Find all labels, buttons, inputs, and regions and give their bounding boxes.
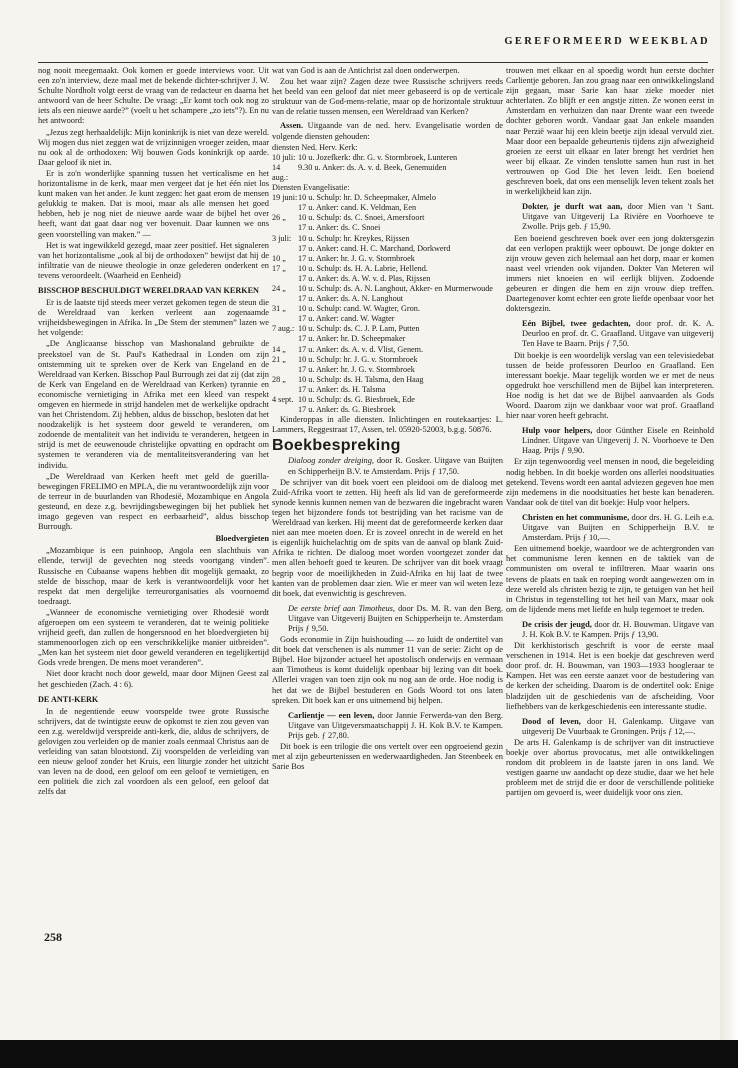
review-text: Gods economie in Zijn huishouding — zo luidt de ondertitel van dit boek dat verschenen is als nummer 11 van de serie: Zicht op de Bijbel. Hoe bijzonder actueel het apostolisch onderwijs en vermaan aan Timotheus is komt duidelijk openbaar bij lezing van dit boek. Allerlei vragen van toen zijn ook nu nog aan de orde. Hoe nodig is het dat we de Bijbel bestuderen en Gods Woord tot ons laten spreken. Dit boek kan er ons uitnemend bij helpen. [272,635,503,705]
schedule-entry: 17 u. Anker: ds. C. Snoei [298,223,381,233]
schedule-date: 10 juli: [272,152,296,162]
review-title: Eén Bijbel, twee gedachten, [522,319,631,329]
schedule-date [272,365,298,375]
schedule-date [272,274,298,284]
schedule-date: 17 „ [272,263,286,273]
review-text: Dit kerkhistorisch geschrift is voor de eerste maal verschenen in 1914. Het is een boekje dat geschreven werd door prof. dr. H. Bouwman, van 1903—1933 hoogleraar te Kampen. Het was een eerste aanzet voor de bestudering van de kerken der scheiding. Daarom is de ondertitel ook: Enige bladzijden uit de geschiedenis van de afscheiding. Voor liefhebbers van de kerkgeschiedenis een interessante studie. [506,641,714,711]
review-meta: door H. Galenkamp. Uitgave van uitgeverij De Vuurbaak te Groningen. Prijs ƒ 12,—. [522,716,714,736]
paragraph: „Jezus zegt herhaaldelijk: Mijn koninkrijk is niet van deze wereld. Wij mogen dus niet zeggen wat de vrijzinnigen vroeger zeiden, maar nu ook al de orthodoxen: Wij bouwen Gods koninkrijk op aarde. Daar geloof ik niet in. [38,127,269,167]
review-text: De schrijver van dit boek voert een pleidooi om de dialoog met Zuid-Afrika voort te zetten. Hij heeft als lid van de gereformeerde synode kennis kunnen nemen van de bezwaren die ingebracht waren tegen het bijzondere fonds tot bestrijding van het racisme van de Wereldraad van kerken. Hij meent dat de gereformeerde kerken daar niet aan mee moeten doen. Er is zoveel onrecht in de wereld en het is eigenlijk huichelachtig om de spits van de aanval op blank Zuid-Afrika te richten. De dialoog moet worden voortgezet zonder dat men allen behoeft goed te keuren. De schrijver van dit boek vraagt begrip voor de moeilijkheden in Zuid-Afrika en hij laat de twee kanten van de problemen daar zien. Wie er meer van wil weten leze dit boek, dat evenwichtig is geschreven. [272,477,503,598]
schedule-entry: 10 u. Schulp: hr. Kreykes, Rijssen [298,233,410,243]
review-citation [522,717,714,737]
section-heading: BISSCHOP BESCHULDIGT WERELDRAAD VAN KERKEN [38,285,259,295]
paragraph: Niet door kracht noch door geweld, maar door Mijnen Geest zal het geschieden (Zach. 4 : 6). [38,669,269,689]
schedule-entry: 17 u. Anker: ds. H. Talsma [298,384,386,394]
schedule-row [272,244,503,254]
schedule-row [272,355,503,365]
review-meta: door drs. H. G. Leih e.a. Uitgave van Buijten en Schipperheijn B.V. te Amsterdam. Prijs ƒ 10,—. [522,512,714,543]
schedule-row [272,153,503,163]
review-citation [522,426,714,456]
schedule-entry: 10 u. Schulp: ds. H. A. Labrie, Hellend. [298,263,428,273]
schedule-row [272,405,503,415]
page-number: 258 [44,930,62,944]
schedule-date: 7 aug.: [272,324,295,334]
schedule-heading: Diensten Evangelisatie: [272,183,350,193]
schedule-row [272,274,503,284]
schedule-date: 14 „ [272,344,286,354]
review-title: Hulp voor helpers, [522,426,593,436]
review-title: Dokter, je durft wat aan, [522,202,623,212]
paragraph: Zou het waar zijn? Zagen deze twee Russische schrijvers reeds het beeld van een geloof dat niet meer gebaseerd is op de verticale struktuur van de God-mens-relatie, maar op de horizontale struktuur van de relatie tussen mensen, een Wereldraad van Kerken? [272,77,503,117]
schedule-date: 28 „ [272,374,286,384]
schedule-entry: 10 u. Schulp: ds. G. Biesbroek, Ede [298,395,415,404]
schedule-date [272,294,298,304]
schedule-row [272,203,503,213]
source-credit: (Waarheid en Eenheid) [103,270,181,280]
review-meta: door prof. dr. K. A. Deurloo en prof. dr. C. Graafland. Uitgave van uitgeverij Ten Have te Baarn. Prijs ƒ 7,50. [522,319,714,349]
review-text: Dit boekje is een woordelijk verslag van een televisiedebat tussen de beide professoren Deurloo en Graafland. Een interessant boekje. Maar tegelijk worden we er met de neus opgedrukt hoe verschillend men de Bijbel kan interpreteren. Hoe nodig is het dat we de Bijbel aanvaarden als Gods Woord. Daarom zijn we dankbaar voor wat prof. Graafland hier naar voren heeft gebracht. [506,350,714,421]
schedule-date [272,385,298,395]
review-text: De arts H. Galenkamp is de schrijver van dit instructieve boekje over abortus provocatus, met alle ontwikkelingen rondom dit probleem in de laatste jaren in ons land. We vestigen gaarne uw aandacht op deze studie, daar we het hele probleem met de strijd die er door de verschillende politieke partijen om gevoerd is, weer duidelijk voor ons zien. [506,737,714,798]
schedule-entry: 10 u. Schulp: ds. C. J. P. Lam, Putten [298,324,420,334]
schedule-row [272,345,503,355]
review-title: Carlientje — een leven, [288,710,375,720]
schedule-row [272,395,503,405]
paragraph-text: Uitgaande van de ned. herv. Evangelisatie worden de volgende diensten gehouden: [272,121,503,141]
review-meta: door Ds. M. R. van den Berg. Uitgave van Uitgeverij Buijten en Schipperheijn te. Amsterdam Prijs ƒ 9,50. [288,603,503,633]
schedule-entry: 10 u. Schulp: cand. W. Wagter, Gron. [298,304,420,314]
paragraph: trouwen met elkaar en al spoedig wordt hun eerste dochter Carlientje geboren. Jan zou graag naar een ontwikkelingsland zijn gegaan, maar Sarie kan haar zieke moeder niet achterlaten. Zo blijft er een angstje zitten. Ze wonen eerst in Amsterdam en verhuizen dan naar Drente waar een tweede dochter geboren wordt. Vandaar gaat Jan enkele maanden naar Perzië waar hij een klein beetje zijn ideaal vervuld ziet. Maar door een bepaalde gebeurtenis tijdens zijn afwezigheid groeien ze eerst uit elkaar en later brengt het verdriet hen weer bij elkaar. Ze vinden tenslotte samen hun rust in het vertrouwen op God Die het leven leidt. Een boeiend geschreven boek, dat ons een menselijk leven tekent zoals het in werkelijkheid kan zijn. [506,66,714,197]
schedule-row [272,213,503,223]
schedule-date: 4 sept. [272,395,294,404]
schedule-date: 10 „ [272,253,286,263]
review-title: Dood of leven, [522,716,581,726]
schedule-row [272,334,503,344]
review-title: Christen en het communisme, [522,512,630,522]
schedule-entry: 9.30 u. Anker: ds. A. v. d. Beek, Genemuiden [298,162,447,172]
schedule-date: 14 aug.: [272,162,289,182]
column-3 [506,66,714,799]
schedule-date: 21 „ [272,354,286,364]
review-citation [288,604,503,634]
column-1 [38,66,269,799]
schedule-entry: 10 u. Schulp: ds. C. Snoei, Amersfoort [298,213,425,223]
review-citation [522,319,714,349]
schedule-date [272,314,298,324]
schedule-row [272,163,503,183]
schedule-entry: 10 u. Schulp: ds. H. Talsma, den Haag [298,374,424,384]
schedule-entry: 17 u. Anker: hr. J. G. v. Stormbroek [298,253,415,263]
schedule-row [272,234,503,244]
scan-edge-bottom [0,1040,738,1068]
schedule-date [272,223,298,233]
schedule-date: 3 juli: [272,233,292,243]
schedule-row [272,365,503,375]
review-text: Er zijn tegenwoordig veel mensen in nood, die begeleiding nodig hebben. In dit boekje worden ons allerlei noodsituaties getekend. Tevens wordt een aantal adviezen gegeven hoe men zijn medemens in die noodsituaties het beste kan benaderen. Vandaar ook de titel van dit boekje: Hulp voor helpers. [506,457,714,507]
review-meta: door Mien van 't Sant. Uitgave van Uitgeverij La Rivière en Voorhoeve te Zwolle. Prijs geb. ƒ 15,90. [522,202,714,232]
schedule-entry: 10 u. Schulp: ds. A. N. Langhout, Akker- en Murmerwoude [298,283,493,293]
page-header: GEREFORMEERD WEEKBLAD [504,36,710,47]
schedule-entry: 10 u. Schulp: hr. D. Scheepmaker, Almelo [298,193,436,203]
review-meta: door Günther Eisele en Reinhold Lindner. Uitgave van Uitgeverij J. N. Voorhoeve te Den Haag. Prijs ƒ 9,90. [522,426,714,456]
paragraph: „Mozambique is een puinhoop, Angola een slachthuis van ellende, terwijl de gevechten nog steeds voortgang vinden”. Russische en Cubaanse wapens hebben dit mogelijk gemaakt, zo stelde de bisschop, maar de kerk is verantwoordelijk voor het respekt dat men dergelijke terreurorganisaties als voornoemd toedraagt. [38,546,269,606]
paragraph: wat van God is aan de Antichrist zal doen onderwerpen. [272,66,460,75]
schedule-entry: 17 u. Anker: ds. A. v. d. Vlist, Genem. [298,344,424,354]
paragraph: Er is zo'n wonderlijke spanning tussen het verticalisme en het horizontalisme in de kerk, maar men vergeet dat je het één niet los kunt maken van het ander. Je kunt zeggen: het gaat erom de mensen gelukkig te maken. Dat is mooi, maar als alle mensen het goed hebben, heb je nog niet de nieuwe aarde waar de bijbel het over heeft, want dat gaat daar nog ver bovenuit. Daar kunnen we ons geen voorstelling van maken.” — [38,168,269,239]
schedule-date [272,203,298,213]
review-title: Dialoog zonder dreiging, [288,456,375,466]
paragraph-text: Het is wat ingewikkeld gezegd, maar zeer positief. Het signaleren van het horizontalisme „ook al bij de orthodoxen” bewijst dat hij de infiltratie van de nieuwe theologie in onze gelederen onderkent en tevens veroordeelt. [38,240,269,280]
schedule-entry: 17 u. Anker: cand. H. C. Marchand, Dorkwerd [298,243,451,253]
schedule-entry: 17 u. Anker: ds. A. W. v. d. Plas, Rijssen [298,273,431,283]
schedule-list-2 [272,193,503,415]
place-label: Assen. [280,121,304,131]
schedule-row [272,264,503,274]
scan-edge-right [720,0,738,1040]
schedule-date [272,244,298,254]
review-title: De eerste brief aan Timotheus, [288,603,396,613]
paragraph: nog nooit meegemaakt. Ook komen er goede interviews voor. Uit een zo'n interview, deze maal met de bekende dichter-schrijver J. W. Schulte Nordholt volgt eerst de vraag van de redacteur en daarna het antwoord van de heer Schulte. De vraag: „Er komt toch ook nog zo iets als een nieuwe aarde?” (voelt u het schampere „zo iets”?). En nu het antwoord: [38,66,269,126]
schedule-entry: 10 u. Jozefkerk: dhr. G. v. Stormbroek, Lunteren [298,152,458,162]
review-citation [522,202,714,232]
schedule-date: 19 juni: [272,193,298,203]
schedule-row [272,223,503,233]
section-title-boekbespreking: Boekbespreking [272,437,401,455]
review-text: Dit boek is een trilogie die ons vertelt over een opgroeiend gezin met al zijn gebeurtenissen en wederwaardigheden. Jan Steenbeek en Sarie Bos [272,742,503,772]
review-citation [522,513,714,543]
schedule-entry: 17 u. Anker: ds. A. N. Langhout [298,294,404,304]
service-schedule [272,143,503,416]
schedule-row [272,304,503,314]
schedule-date: 31 „ [272,304,286,314]
schedule-row [272,284,503,294]
schedule-entry: 17 u. Anker: hr. D. Scheepmaker [298,334,406,344]
paragraph: Kinderoppas in alle diensten. Inlichtingen en routekaartjes: L. Lammers, Reggestraat 17, Assen, tel. 05920-52003, b.g.g. 50876. [272,415,503,435]
schedule-entry: 10 u. Schulp: hr. J. G. v. Stormbroek [298,354,418,364]
schedule-row [272,324,503,334]
schedule-row [272,294,503,304]
paragraph: „Wanneer de economische vernietiging over Rhodesië wordt afgeroepen om een systeem te veranderen, dat te weinig politieke vrijheid geeft, dan zullen de hongersnood en het bloedvergieten bij stammenoorlogen zich op een verschrikkelijke manier uitbreiden”. „Men kan het systeem niet door geweld veranderen en tegelijkertijd Gods vrede brengen. De mens moet veranderen”. [38,607,269,668]
schedule-list-1 [272,153,503,183]
schedule-heading: diensten Ned. Herv. Kerk: [272,142,358,152]
schedule-entry: 17 u. Anker: cand. K. Veldman, Een [298,203,417,213]
review-meta: door Jannie Ferwerda-van den Berg. Uitgave van Uitgeversmaatschappij J. H. Kok B.V. te Kampen. Prijs geb. ƒ 27,80. [288,710,503,740]
paragraph [272,121,503,141]
schedule-date [272,405,298,415]
schedule-date [272,334,298,344]
review-citation [288,711,503,741]
subheading: Bloedvergieten [215,534,269,544]
schedule-row [272,385,503,395]
paragraph: Er is de laatste tijd steeds meer verzet gekomen tegen de steun die de Wereldraad van kerken verleent aan zogenaamde vrijheidsbewegingen in Afrika. In „De Stem der stemmen” lazen we het volgende: [38,298,269,338]
schedule-row [272,375,503,385]
schedule-row [272,254,503,264]
schedule-row [272,193,503,203]
paragraph: „De Wereldraad van Kerken heeft met geld de guerilla-bewegingen FRELIMO en MPLA, die nu verantwoordelijk zijn voor de terreur in de buurlanden van Rhodesië, Mozambique en Angola gesteund, en deze z.g. bevrijdingsbewegingen bij het publiek het imago gegeven van respect en eerbaarheid”, aldus bisschop Burrough. [38,471,269,532]
review-citation [288,456,503,476]
review-meta: door dr. H. Bouwman. Uitgave van J. H. Kok B.V. te Kampen. Prijs ƒ 13,90. [522,619,714,639]
paragraph: In de negentiende eeuw voorspelde twee grote Russische schrijvers, dat de twintigste eeuw de opkomst te zien zou geven van een z.g. wereldwijd verspreide anti-kerk, die, aldus de schrijvers, de gelovigen zou verleiden op de manier zoals eenmaal Christus aan de verleiding van satan blootstond. Zij voorspelden de verleiding van een nieuw geloof zonder het Kruis, een liturgie zonder het uitzicht van leven na de dood, een geloof om een geloof te vernietigen, en een politiek die zich zal voordoen als een geloof, een geloof dat zelfs dat [38,706,269,797]
review-text: Een boeiend geschreven boek over een jong doktersgezin dat een verlopen praktijk weer opbouwt. De jonge dokter en zijn vrouw geven zich helemaal aan het dorp, maar er komen naast veel vrienden ook vijanden. Dokter Van Meteren wil immers niet knoeien en wil eerlijk blijven. Zodoende gebeuren er dingen die hem en zijn vrouw diep treffen. Daartegenover komt echter een grote liefde openbaar voor het doktersgezin. [506,233,714,314]
review-title: De crisis der jeugd, [522,619,592,629]
review-meta: door R. Gosker. Uitgave van Buijten en Schipperheijn B.V. te Amsterdam. Prijs ƒ 17,50. [288,456,503,476]
schedule-date: 26 „ [272,213,286,223]
section-heading: DE ANTI-KERK [38,694,99,704]
schedule-row [272,314,503,324]
schedule-date: 24 „ [272,283,286,293]
paragraph: „De Anglicaanse bisschop van Mashonaland gebruikte de preekstoel van de St. Paul's Kathedraal in Londen om zijn ontstemming uit te spreken over de Kerk van Engeland en de Wereldraad van Kerken. Bisschop Paul Burrough zei dat zij (dat zijn de Kerk van Engeland en de Wereldraad van Kerken) tyrannie en economische vernietiging in Afrika met een kleed van respekt omgeven en hiermede in strijd handelen met de werkelijke opdracht van het Christendom. Zij hebben, aldus de bisschop, besloten dat het noodzakelijk is het systeem door geweld te veranderen, om zodoende de mentaliteit van het individu te veranderen, hetgeen in strijd is met de eeuwenoude christelijke opvatting en opdracht om systemen te veranderen via de mentaliteitsverandering van het individu. [38,339,269,470]
paragraph [38,241,269,281]
schedule-entry: 17 u. Anker: hr. J. G. v. Stormbroek [298,364,415,374]
review-citation [522,620,714,640]
review-text: Een uitnemend boekje, waardoor we de achtergronden van het communisme leren kennen en de taktiek van de communisten om overal te infiltreren. Maar waarin ons tevens de plaats en taak en roeping wordt aangewezen om in deze wereld als christen bezig te zijn, te getuigen van het heil in Christus in tegenstelling tot het heil van Marx, maar ook om de lijdende mens met liefde en hulp tegemoet te treden. [506,544,714,614]
schedule-entry: 17 u. Anker: ds. G. Biesbroek [298,405,396,415]
column-2 [272,66,503,773]
header-rule [38,62,708,63]
schedule-entry: 17 u. Anker: cand. W. Wagter [298,314,395,324]
